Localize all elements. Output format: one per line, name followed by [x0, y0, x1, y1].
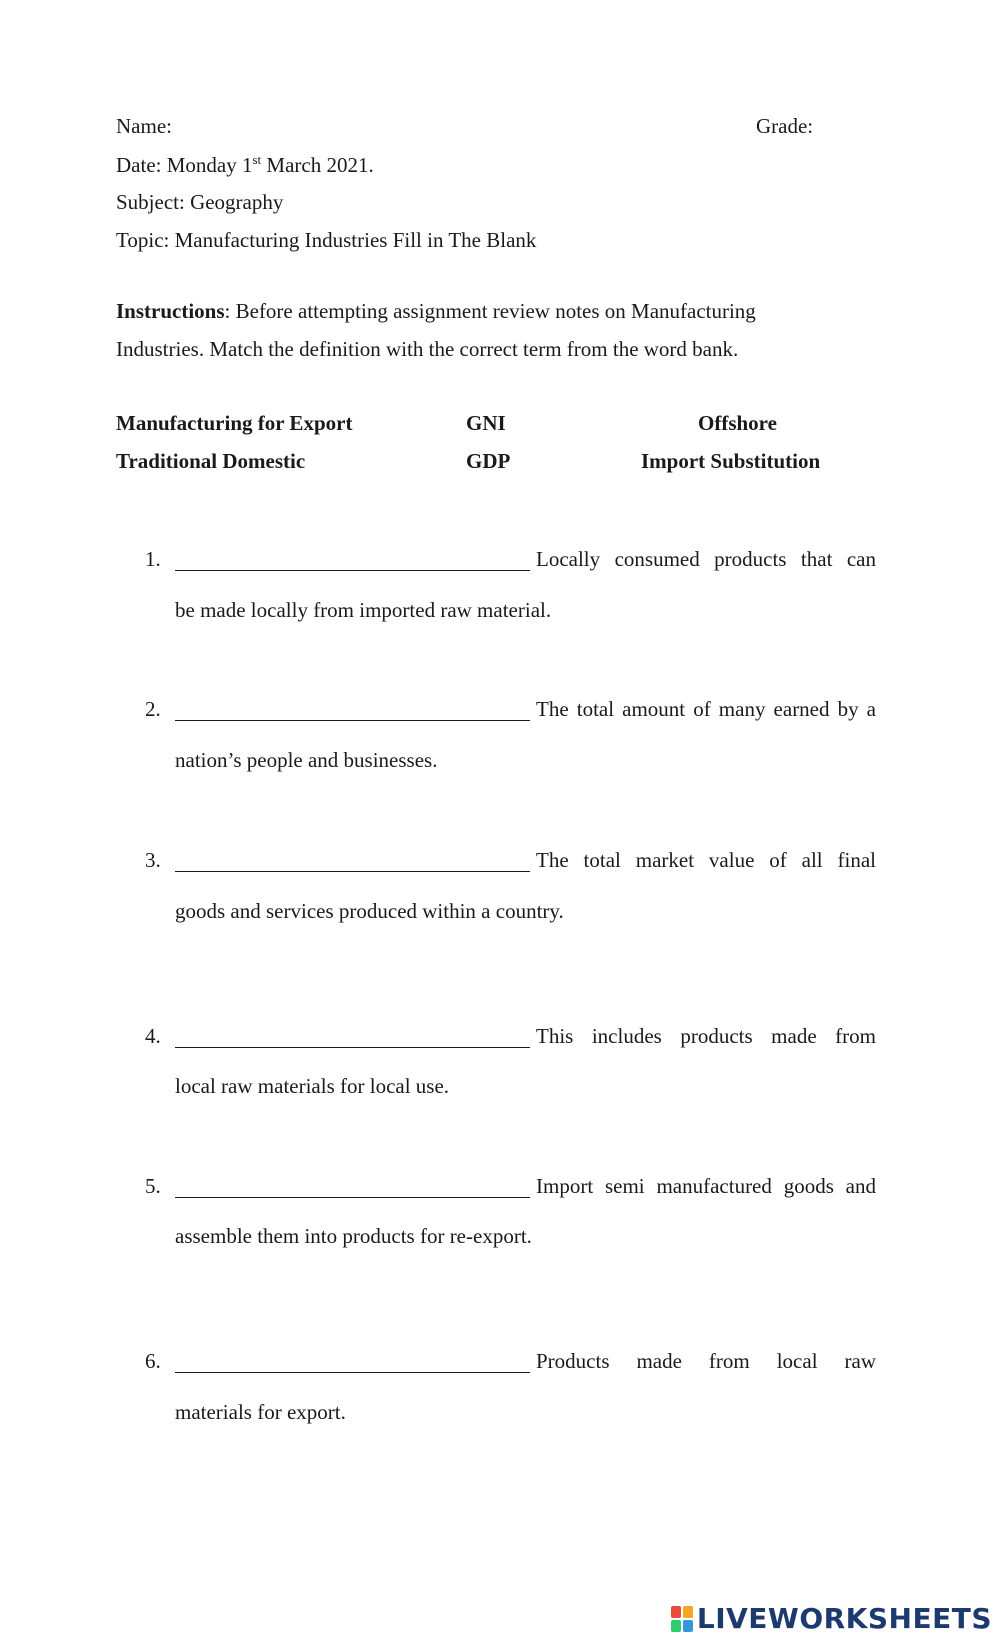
question-text-line-1: Import semi manufactured goods and: [536, 1174, 876, 1198]
answer-blank[interactable]: [175, 871, 530, 872]
question-text-line-1: The total amount of many earned by a: [536, 697, 876, 721]
question-text-line-1: Locally consumed products that can: [536, 547, 876, 571]
date-prefix: Date: Monday 1: [116, 153, 253, 177]
question-number: 4.: [145, 1024, 161, 1048]
word-bank-item: Traditional Domestic: [116, 449, 306, 473]
instructions-line-2: Industries. Match the definition with the correct term from the word bank.: [116, 337, 739, 361]
question-text-line-2: be made locally from imported raw material.: [175, 598, 552, 622]
question-text-line-1: The total market value of all final: [536, 848, 876, 872]
date-superscript: st: [252, 152, 262, 167]
topic-line: Topic: Manufacturing Industries Fill in The Blank: [116, 228, 537, 252]
answer-blank[interactable]: [175, 1197, 530, 1198]
question-text-line-2: nation’s people and businesses.: [175, 748, 438, 772]
question-number: 5.: [145, 1174, 161, 1198]
instructions-text-1: : Before attempting assignment review notes on Manufacturing: [224, 299, 756, 323]
question-text-line-2: goods and services produced within a country.: [175, 899, 564, 923]
question-number: 6.: [145, 1349, 161, 1373]
answer-blank[interactable]: [175, 570, 530, 571]
grade-label: Grade:: [756, 114, 814, 138]
question-text-line-1: This includes products made from: [536, 1024, 876, 1048]
word-bank-item: GNI: [466, 411, 506, 435]
question-text-line-2: assemble them into products for re-export.: [175, 1224, 532, 1248]
question-text-line-1: Products made from local raw: [536, 1349, 876, 1373]
liveworksheets-logo-icon: [671, 1606, 693, 1632]
question-text-line-2: local raw materials for local use.: [175, 1074, 450, 1098]
date-suffix: March 2021.: [261, 153, 374, 177]
answer-blank[interactable]: [175, 720, 530, 721]
question-number: 3.: [145, 848, 161, 872]
name-label: Name:: [116, 114, 172, 138]
liveworksheets-logo-text: LIVEWORKSHEETS: [696, 1602, 992, 1635]
subject-line: Subject: Geography: [116, 190, 284, 214]
answer-blank[interactable]: [175, 1047, 530, 1048]
instructions-line-1: [116, 299, 756, 324]
instructions-label: Instructions: [116, 299, 225, 323]
question-text-line-2: materials for export.: [175, 1400, 346, 1424]
word-bank-item: GDP: [466, 449, 511, 473]
question-number: 2.: [145, 697, 161, 721]
word-bank-item: Offshore: [698, 411, 777, 435]
word-bank-item: Import Substitution: [641, 449, 821, 473]
date-line: [116, 152, 374, 178]
answer-blank[interactable]: [175, 1372, 530, 1373]
word-bank-item: Manufacturing for Export: [116, 411, 353, 435]
liveworksheets-logo: [671, 1602, 992, 1635]
question-number: 1.: [145, 547, 161, 571]
